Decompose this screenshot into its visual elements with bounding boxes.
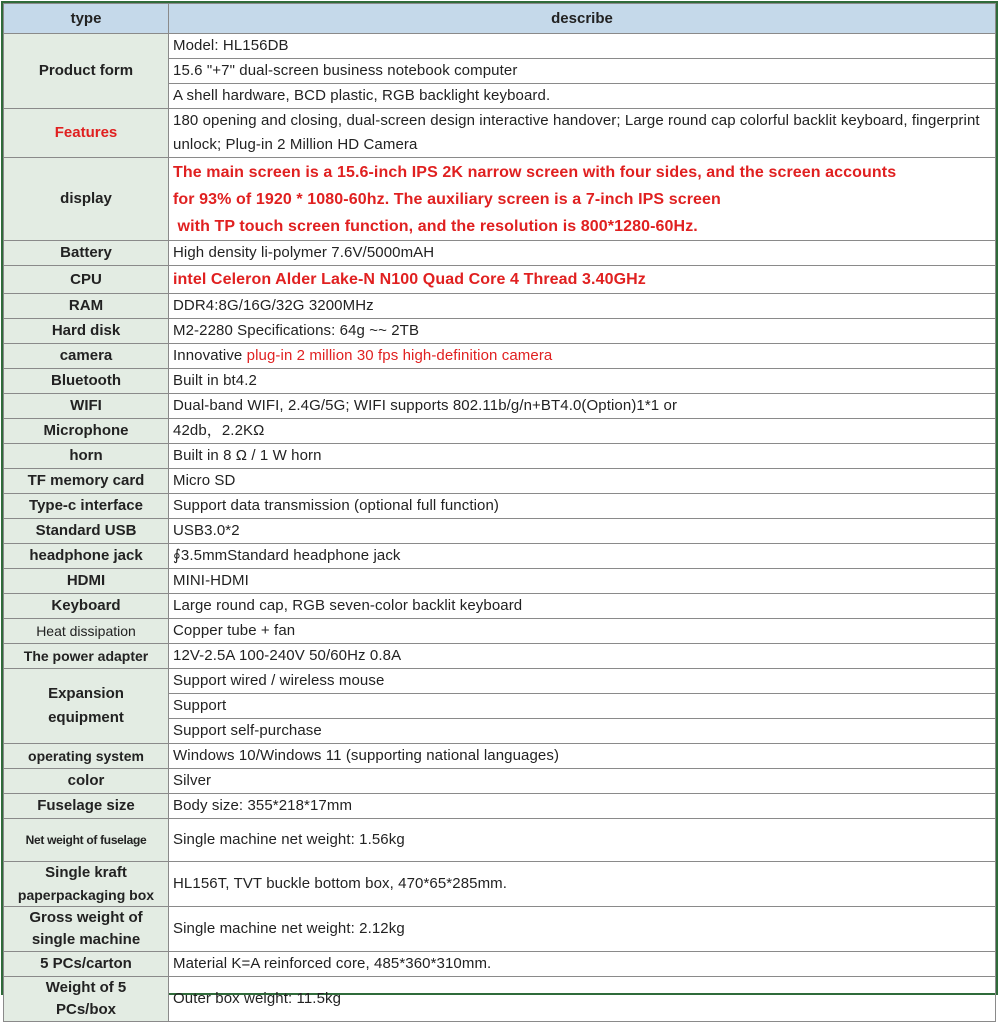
key-bluetooth: Bluetooth	[4, 369, 169, 394]
display-line-3: with TP touch screen function, and the resolution is 800*1280-60Hz.	[173, 217, 698, 235]
value-shell: A shell hardware, BCD plastic, RGB backlight keyboard.	[169, 84, 996, 109]
key-hdmi: HDMI	[4, 569, 169, 594]
value-fuselage-size: Body size: 355*218*17mm	[169, 794, 996, 819]
camera-red: plug-in 2 million 30 fps high-definition camera	[246, 347, 553, 364]
value-tf-card: Micro SD	[169, 469, 996, 494]
header-describe: describe	[169, 4, 996, 34]
key-horn: horn	[4, 444, 169, 469]
key-battery: Battery	[4, 241, 169, 266]
table-row	[4, 744, 996, 769]
value-standard-usb: USB3.0*2	[169, 519, 996, 544]
table-row	[4, 109, 996, 158]
key-cpu: CPU	[4, 266, 169, 294]
table-row	[4, 444, 996, 469]
key-standard-usb: Standard USB	[4, 519, 169, 544]
value-power-adapter: 12V-2.5A 100-240V 50/60Hz 0.8A	[169, 644, 996, 669]
key-ram: RAM	[4, 294, 169, 319]
key-headphone: headphone jack	[4, 544, 169, 569]
value-ram: DDR4:8G/16G/32G 3200MHz	[169, 294, 996, 319]
value-os: Windows 10/Windows 11 (supporting national languages)	[169, 744, 996, 769]
value-headphone: ∮3.5mmStandard headphone jack	[169, 544, 996, 569]
expansion-line-1: Expansion	[48, 685, 124, 702]
display-line-2: for 93% of 1920 * 1080-60hz. The auxiliary screen is a 7-inch IPS screen	[173, 190, 721, 208]
key-weight-5	[4, 977, 169, 1022]
table-row	[4, 819, 996, 862]
gross-line-1: Gross weight of	[29, 909, 143, 926]
value-heat: Copper tube + fan	[169, 619, 996, 644]
value-wifi: Dual-band WIFI, 2.4G/5G; WIFI supports 802.11b/g/n+BT4.0(Option)1*1 or	[169, 394, 996, 419]
value-gross-weight: Single machine net weight: 2.12kg	[169, 907, 996, 952]
table-header-row	[4, 4, 996, 34]
table-row	[4, 294, 996, 319]
value-carton: Material K=A reinforced core, 485*360*310mm.	[169, 952, 996, 977]
value-hdmi: MINI-HDMI	[169, 569, 996, 594]
table-row	[4, 544, 996, 569]
value-cpu	[169, 266, 996, 294]
table-row	[4, 419, 996, 444]
table-row	[4, 619, 996, 644]
value-expansion-2: Support	[169, 694, 996, 719]
table-row	[4, 34, 996, 59]
gross-line-2: single machine	[31, 931, 141, 948]
weight5-line-2: PCs/box	[55, 1001, 116, 1018]
table-row	[4, 952, 996, 977]
value-weight-5: Outer box weight: 11.5kg	[169, 977, 996, 1022]
key-power-adapter: The power adapter	[4, 644, 169, 669]
key-microphone: Microphone	[4, 419, 169, 444]
value-type-c: Support data transmission (optional full function)	[169, 494, 996, 519]
value-display	[169, 158, 996, 241]
key-expansion	[4, 669, 169, 744]
key-net-weight: Net weight of fuselage	[4, 819, 169, 862]
kraft-line-1: Single kraft	[45, 864, 127, 881]
value-hard-disk: M2-2280 Specifications: 64g ~~ 2TB	[169, 319, 996, 344]
value-horn: Built in 8 Ω / 1 W horn	[169, 444, 996, 469]
weight5-line-1: Weight of 5	[45, 979, 127, 996]
key-fuselage-size: Fuselage size	[4, 794, 169, 819]
table-row	[4, 862, 996, 907]
spec-table	[3, 3, 996, 1022]
table-row	[4, 644, 996, 669]
table-row	[4, 319, 996, 344]
value-model: Model: HL156DB	[169, 34, 996, 59]
table-row	[4, 241, 996, 266]
table-row	[4, 769, 996, 794]
table-row	[4, 266, 996, 294]
table-row	[4, 907, 996, 952]
value-camera	[169, 344, 996, 369]
key-hard-disk: Hard disk	[4, 319, 169, 344]
table-row	[4, 569, 996, 594]
value-bluetooth: Built in bt4.2	[169, 369, 996, 394]
value-form: 15.6 "+7" dual-screen business notebook computer	[169, 59, 996, 84]
table-row	[4, 519, 996, 544]
table-row	[4, 158, 996, 241]
table-row	[4, 394, 996, 419]
table-row	[4, 469, 996, 494]
value-color: Silver	[169, 769, 996, 794]
key-type-c: Type-c interface	[4, 494, 169, 519]
header-type: type	[4, 4, 169, 34]
key-color: color	[4, 769, 169, 794]
table-row	[4, 669, 996, 694]
expansion-line-2: equipment	[48, 709, 124, 726]
table-row	[4, 494, 996, 519]
display-line-1: The main screen is a 15.6-inch IPS 2K narrow screen with four sides, and the screen accounts	[173, 163, 897, 181]
table-row	[4, 794, 996, 819]
value-features: 180 opening and closing, dual-screen design interactive handover; Large round cap colorful backlit keyboard, fingerprint unlock; Plug-in 2 Million HD Camera	[169, 109, 996, 158]
value-expansion-3: Support self-purchase	[169, 719, 996, 744]
value-microphone: 42db，2.2KΩ	[169, 419, 996, 444]
key-display: display	[4, 158, 169, 241]
key-carton: 5 PCs/carton	[4, 952, 169, 977]
table-row	[4, 594, 996, 619]
table-row	[4, 977, 996, 1022]
value-keyboard: Large round cap, RGB seven-color backlit keyboard	[169, 594, 996, 619]
key-tf-card: TF memory card	[4, 469, 169, 494]
value-kraft-box: HL156T, TVT buckle bottom box, 470*65*285mm.	[169, 862, 996, 907]
value-battery: High density li-polymer 7.6V/5000mAH	[169, 241, 996, 266]
key-gross-weight	[4, 907, 169, 952]
key-wifi: WIFI	[4, 394, 169, 419]
key-os: operating system	[4, 744, 169, 769]
key-heat: Heat dissipation	[4, 619, 169, 644]
value-expansion-1: Support wired / wireless mouse	[169, 669, 996, 694]
table-row	[4, 344, 996, 369]
key-features: Features	[4, 109, 169, 158]
camera-plain: Innovative	[173, 347, 247, 364]
key-product-form: Product form	[4, 34, 169, 109]
spec-sheet	[1, 1, 998, 1018]
value-net-weight: Single machine net weight: 1.56kg	[169, 819, 996, 862]
key-camera: camera	[4, 344, 169, 369]
key-kraft-box	[4, 862, 169, 907]
kraft-line-2: paperpackaging box	[17, 887, 155, 903]
table-row	[4, 369, 996, 394]
key-keyboard: Keyboard	[4, 594, 169, 619]
cpu-text: intel Celeron Alder Lake-N N100 Quad Core 4 Thread 3.40GHz	[173, 271, 646, 288]
